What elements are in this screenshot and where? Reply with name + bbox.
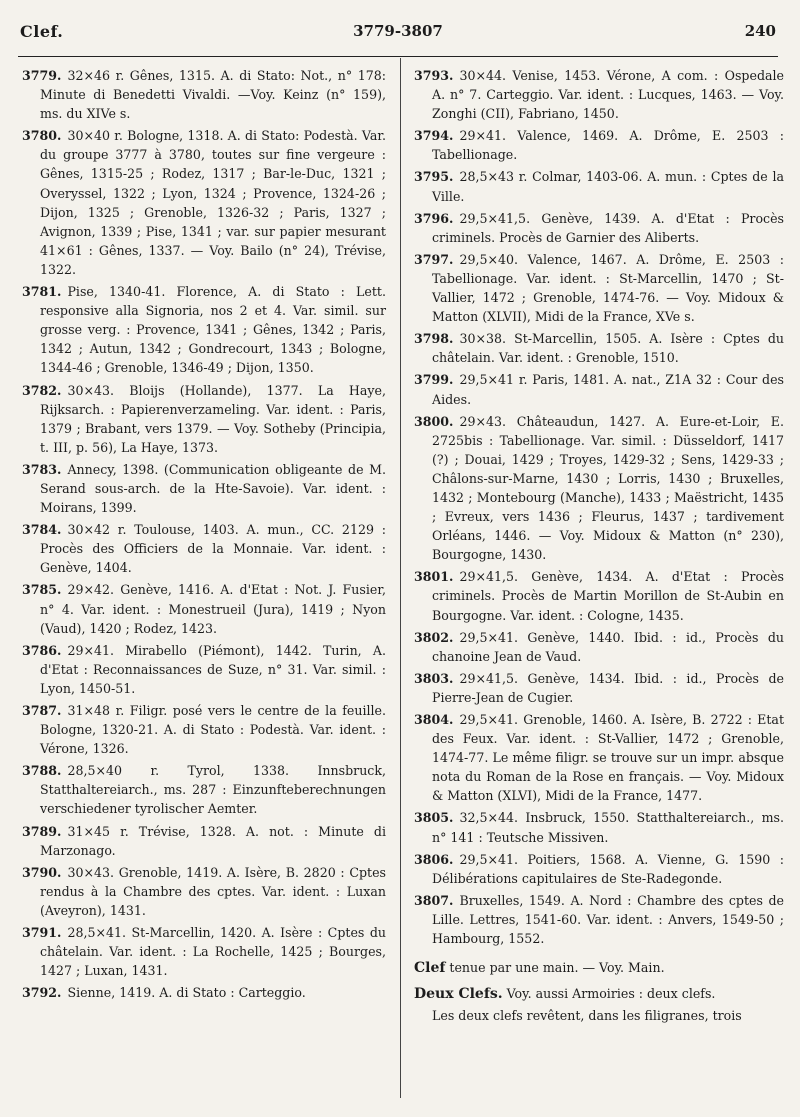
entry-text: 29,5×41. Genève, 1440. Ibid. : id., Procès du chanoine Jean de Vaud. (432, 629, 784, 664)
entry-number: 3782. (22, 382, 62, 398)
header-range: 3779-3807 (353, 22, 443, 40)
entry-number: 3791. (22, 925, 62, 941)
entry-number: 3805. (414, 810, 454, 826)
entry-number: 3806. (414, 851, 454, 867)
entry-text: 32×46 r. Gênes, 1315. A. di Stato: Not., n° 178: Minute di Benedetti Vivaldi. —Voy. Keinz (n° 159), ms. du XIVe s. (40, 68, 386, 122)
entry-text: 30×44. Venise, 1453. Vérone, A com. : Ospedale A. n° 7. Carteggio. Var. ident. : Lucques, 1463. — Voy. Zonghi (CII), Fabriano, 1450. (432, 68, 784, 122)
entry-number: 3803. (414, 670, 454, 686)
entry-number: 3801. (414, 569, 454, 585)
catalog-entry (414, 808, 784, 846)
entry-text: Bruxelles, 1549. A. Nord : Chambre des cptes de Lille. Lettres, 1541-60. Var. ident. : Anvers, 1549-50 ; Hambourg, 1552. (432, 892, 784, 947)
catalog-entry (22, 460, 386, 517)
catalog-entry (22, 923, 386, 980)
entry-text: 30×42 r. Toulouse, 1403. A. mun., CC. 2129 : Procès des Officiers de la Monnaie. Var. ident. : Genève, 1404. (40, 522, 386, 576)
entry-number: 3799. (414, 372, 454, 388)
entry-number: 3795. (414, 169, 454, 185)
entry-number: 3784. (22, 522, 62, 538)
catalog-entry (22, 983, 386, 1002)
catalog-entry (414, 412, 784, 565)
catalog-entry (22, 66, 386, 123)
catalog-entry (414, 126, 784, 164)
page-number: 240 (744, 22, 776, 40)
entry-text: 29×41,5. Genève, 1434. Ibid. : id., Procès de Pierre-Jean de Cugier. (432, 670, 784, 705)
entry-text: 28,5×41. St-Marcellin, 1420. A. Isère : Cptes du châtelain. Var. ident. : La Rochelle, 1425 ; Bourges, 1427 ; Luxan, 1431. (40, 925, 386, 979)
header-keyword: Clef. (20, 22, 64, 41)
catalog-entry (414, 370, 784, 408)
catalog-entry (22, 701, 386, 758)
entry-text: 29,5×41,5. Genève, 1439. A. d'Etat : Procès criminels. Procès de Garnier des Aliberts. (432, 210, 784, 245)
entry-number: 3797. (414, 251, 454, 267)
entry-text: 29×42. Genève, 1416. A. d'Etat : Not. J. Fusier, n° 4. Var. ident. : Monestrueil (Jura), 1419 ; Nyon (Vaud), 1420 ; Rodez, 1423. (40, 582, 386, 636)
catalog-entry (22, 822, 386, 860)
entry-number: 3793. (414, 68, 454, 83)
entry-number: 3804. (414, 712, 454, 727)
catalog-entry (22, 520, 386, 577)
entry-text: 30×38. St-Marcellin, 1505. A. Isère : Cptes du châtelain. Var. ident. : Grenoble, 1510. (432, 331, 784, 366)
entry-number: 3802. (414, 629, 454, 645)
entry-number: 3800. (414, 413, 454, 429)
catalog-entry (414, 209, 784, 247)
entry-number: 3787. (22, 703, 62, 718)
entry-number: 3792. (22, 985, 62, 1001)
entry-number: 3789. (22, 823, 62, 839)
catalog-entry (22, 580, 386, 637)
entry-number: 3790. (22, 864, 62, 880)
entry-number: 3798. (414, 331, 454, 347)
entry-number: 3786. (22, 642, 62, 658)
column-divider (400, 58, 401, 1098)
entry-text: Sienne, 1419. A. di Stato : Carteggio. (67, 985, 306, 1001)
entry-number: 3779. (22, 68, 62, 83)
header-rule (18, 56, 778, 57)
entry-text: 29×41. Valence, 1469. A. Drôme, E. 2503 : Tabellionage. (432, 128, 784, 163)
entry-number: 3807. (414, 892, 454, 908)
entry-text: Pise, 1340-41. Florence, A. di Stato : Lett. responsive alla Signoria, nos 2 et 4. Var. simil. sur grosse verg. : Provence, 1341 ; Gênes, 1342 ; Paris, 1342 ; Autun, 1342 ; Gondrecourt, 1343 ; Bologne, 1344-46 ; Grenoble, 1346-49 ; Dijon, 1350. (40, 284, 386, 376)
clef-main-entry (414, 958, 784, 978)
catalog-entry (414, 669, 784, 707)
entry-text: 30×43. Grenoble, 1419. A. Isère, B. 2820 : Cptes rendus à la Chambre des cptes. Var. ident. : Luxan (Aveyron), 1431. (40, 864, 386, 918)
entry-number: 3781. (22, 284, 62, 300)
catalog-entry (414, 628, 784, 666)
catalog-entry (22, 863, 386, 920)
right-column (414, 66, 784, 1025)
catalog-entry (414, 567, 784, 624)
catalog-entry (22, 282, 386, 377)
catalog-entry (414, 850, 784, 888)
entry-number: 3796. (414, 210, 454, 226)
entry-text: 30×40 r. Bologne, 1318. A. di Stato: Podestà. Var. du groupe 3777 à 3780, toutes sur fine vergeure : Gênes, 1315-25 ; Rodez, 1317 ; Bar-le-Duc, 1321 ; Overyssel, 1322 ; Lyon, 1324 ; Provence, 1324-26 ; Dijon, 1325 ; Grenoble, 1326-32 ; Paris, 1327 ; Avignon, 1339 ; Pise, 1341 ; var. sur papier mesurant 41×61 : Gênes, 1337. — Voy. Bailo (n° 24), Trévise, 1322. (40, 128, 386, 277)
entry-text: 29,5×41. Grenoble, 1460. A. Isère, B. 2722 : Etat des Feux. Var. ident. : St-Vallier, 1472 ; Grenoble, 1474-77. Le même filigr. se trouve sur un impr. absque nota du Roman de la Rose en français. — Voy. Midoux & Matton (XLVI), Midi de la France, 1477. (432, 712, 784, 804)
right-entries (414, 66, 784, 948)
entry-text: 29×41. Mirabello (Piémont), 1442. Turin, A. d'Etat : Reconnaissances de Suze, n° 31. Var. simil. : Lyon, 1450-51. (40, 642, 386, 696)
catalog-entry (414, 250, 784, 326)
entry-text: Annecy, 1398. (Communication obligeante de M. Serand sous-arch. de la Hte-Savoie). Var. ident. : Moirans, 1399. (40, 461, 386, 516)
catalog-entry (414, 710, 784, 805)
entry-number: 3783. (22, 461, 62, 477)
entry-number: 3785. (22, 582, 62, 598)
left-column (22, 66, 386, 1005)
entry-text: 29,5×40. Valence, 1467. A. Drôme, E. 2503 : Tabellionage. Var. ident. : St-Marcellin, 1470 ; St-Vallier, 1472 ; Grenoble, 1474-76. — Voy. Midoux & Matton (XLVII), Midi de la France, XVe s. (432, 251, 784, 325)
entry-number: 3780. (22, 128, 62, 144)
entry-text: 29×43. Châteaudun, 1427. A. Eure-et-Loir, E. 2725bis : Tabellionage. Var. simil. : Düsseldorf, 1417 (?) ; Douai, 1429 ; Troyes, 1429-32 ; Sens, 1429-33 ; Châlons-sur-Marne, 1430 ; Lorris, 1430 ; Bruxelles, 1432 ; Montebourg (Manche), 1433 ; Maëstricht, 1435 ; Evreux, vers 1436 ; Fleurus, 1437 ; tardivement Orléans, 1446. — Voy. Midoux & Matton (n° 230), Bourgogne, 1430. (432, 413, 784, 563)
entry-text: 28,5×40 r. Tyrol, 1338. Innsbruck, Statthaltereiarch., ms. 287 : Einzunfteberechnungen verschiedener tyrolischer Aemter. (40, 763, 386, 817)
deux-clefs-title: Deux Clefs. (414, 986, 503, 1003)
deux-clefs-continuation: Les deux clefs revêtent, dans les filigranes, trois (432, 1008, 742, 1024)
catalog-entry (22, 126, 386, 279)
entry-text: 32,5×44. Insbruck, 1550. Statthaltereiarch., ms. n° 141 : Teutsche Missiven. (432, 810, 784, 845)
clef-main-text: tenue par une main. — Voy. Main. (449, 960, 665, 976)
catalog-entry (22, 761, 386, 818)
entry-text: 28,5×43 r. Colmar, 1403-06. A. mun. : Cptes de la Ville. (432, 169, 784, 204)
clef-main-title: Clef (414, 960, 446, 977)
page-header (20, 22, 776, 48)
entry-text: 29,5×41 r. Paris, 1481. A. nat., Z1A 32 : Cour des Aides. (432, 372, 784, 407)
catalog-entry (22, 381, 386, 457)
entry-text: 29,5×41. Poitiers, 1568. A. Vienne, G. 1590 : Délibérations capitulaires de Ste-Radegonde. (432, 851, 784, 886)
entry-text: 31×48 r. Filigr. posé vers le centre de la feuille. Bologne, 1320-21. A. di Stato : Podestà. Var. ident. : Vérone, 1326. (40, 703, 386, 757)
catalog-entry (22, 641, 386, 698)
deux-clefs-entry (414, 984, 784, 1025)
entry-text: 29×41,5. Genève, 1434. A. d'Etat : Procès criminels. Procès de Martin Morillon de St-Aubin en Bourgogne. Var. ident. : Cologne, 1435. (432, 569, 784, 623)
entry-text: 30×43. Bloijs (Hollande), 1377. La Haye, Rijksarch. : Papierenverzameling. Var. ident. : Paris, 1379 ; Brabant, vers 1379. — Voy. Sotheby (Principia, t. III, p. 56), La Haye, 1373. (40, 382, 386, 455)
catalog-entry (414, 891, 784, 948)
catalog-entry (414, 167, 784, 205)
entry-number: 3788. (22, 763, 62, 779)
entry-text: 31×45 r. Trévise, 1328. A. not. : Minute di Marzonago. (40, 823, 386, 858)
catalog-entry (414, 329, 784, 367)
catalog-entry (414, 66, 784, 123)
entry-number: 3794. (414, 128, 454, 144)
deux-clefs-text: Voy. aussi Armoiries : deux clefs. (506, 986, 716, 1002)
